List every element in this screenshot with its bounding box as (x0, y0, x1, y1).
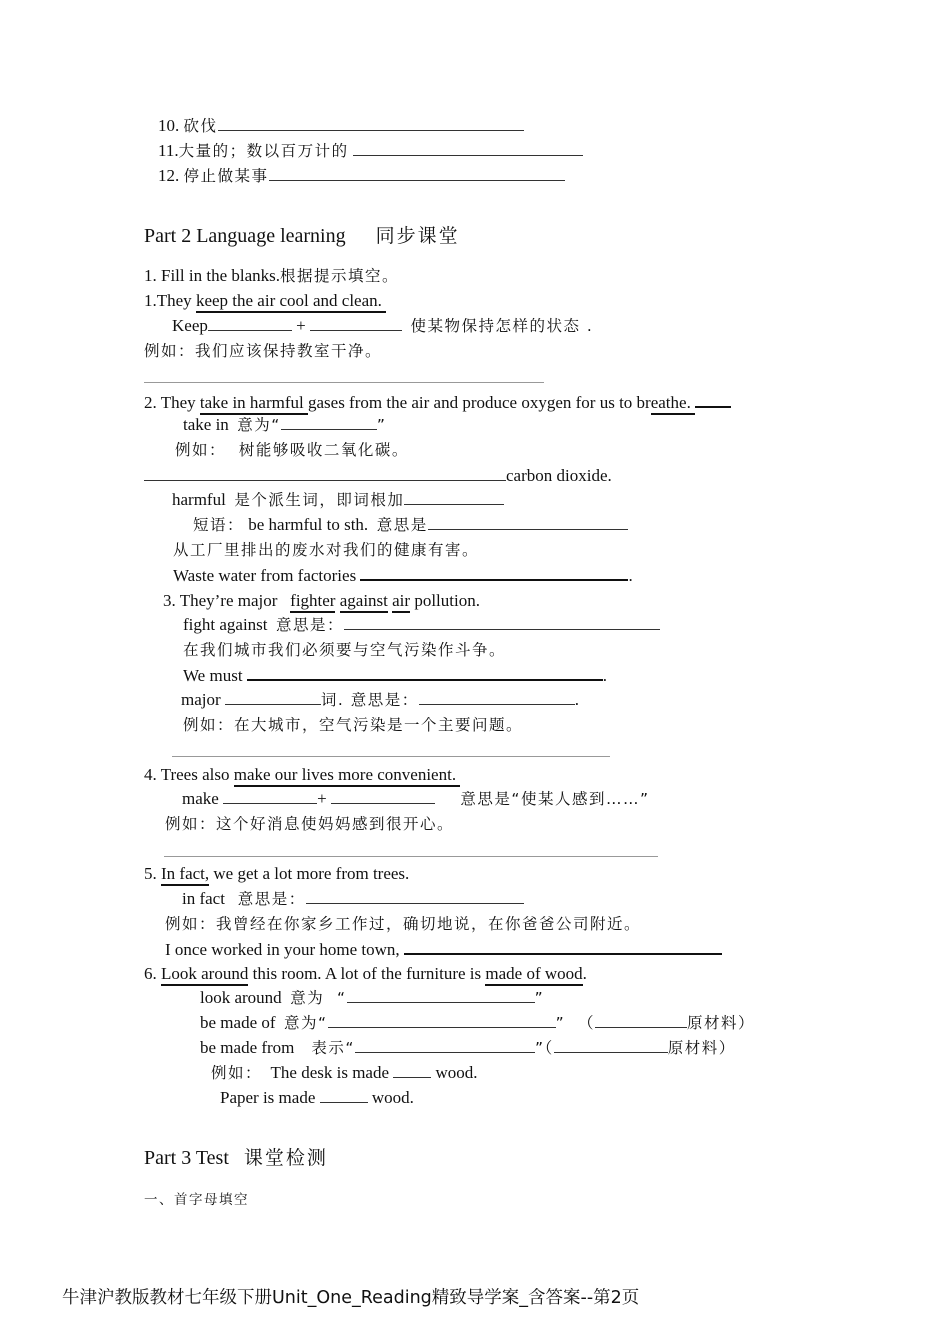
answer-blank[interactable] (428, 515, 628, 530)
q2-sentence: 2. They take in harmful gases from the air and produce oxygen for us to breathe. (144, 392, 731, 413)
answer-blank[interactable] (247, 665, 603, 681)
q3-major: major 词. 意思是： . (181, 690, 580, 709)
q2-sentence-cn: 从工厂里排出的废水对我们的健康有害。 (173, 541, 480, 559)
answer-blank[interactable] (404, 490, 504, 505)
q1-sentence: 1.They keep the air cool and clean. (144, 291, 386, 311)
part3-subheading: 一、首字母填空 (144, 1192, 249, 1208)
q4-example: 例如：这个好消息使妈妈感到很开心。 (165, 815, 455, 833)
q3-example: 例如：在大城市，空气污染是一个主要问题。 (183, 716, 524, 734)
answer-blank[interactable] (347, 988, 535, 1003)
q2-co2-line: carbon dioxide. (144, 466, 612, 486)
q2-takein: take in 意为“ ” (183, 415, 387, 434)
answer-blank[interactable] (269, 166, 565, 181)
q2-harmful: harmful 是个派生词，即词根加 (172, 490, 504, 510)
answer-blank[interactable] (595, 1013, 687, 1028)
q6-paper: Paper is made wood. (220, 1088, 414, 1107)
answer-blank[interactable] (353, 141, 583, 156)
q5-once: I once worked in your home town, (165, 939, 722, 960)
vocab-item-11: 11.大量的；数以百万计的 (158, 141, 583, 161)
q5-sentence: 5. In fact, we get a lot more from trees. (144, 864, 409, 884)
answer-blank[interactable] (225, 690, 321, 705)
answer-blank[interactable] (306, 889, 524, 904)
q4-make: make + 意思是“使某人感到……” (182, 789, 650, 808)
answer-blank[interactable] (355, 1038, 535, 1053)
answer-blank[interactable] (310, 316, 402, 331)
q3-sentence: 3. They’re major fighter against air pollution. (163, 591, 480, 611)
answer-line[interactable] (144, 382, 544, 383)
q4-sentence: 4. Trees also make our lives more convenient. (144, 765, 460, 785)
q1-example: 例如：我们应该保持教室干净。 (144, 342, 383, 360)
q2-phrase: 短语： be harmful to sth. 意思是 (193, 515, 628, 535)
answer-blank[interactable] (344, 615, 660, 630)
answer-blank[interactable] (404, 939, 722, 955)
answer-blank[interactable] (223, 789, 317, 804)
instructions: 1. Fill in the blanks.根据提示填空。 (144, 266, 400, 285)
q2-waste: Waste water from factories . (173, 566, 633, 585)
answer-blank[interactable] (144, 466, 506, 481)
answer-blank[interactable] (393, 1063, 431, 1078)
answer-blank[interactable] (360, 565, 628, 581)
q6-lookaround: look around 意为 “ ” (200, 988, 545, 1007)
answer-blank[interactable] (328, 1013, 556, 1028)
q6-sentence: 6. Look around this room. A lot of the furniture is made of wood. (144, 964, 587, 984)
q3-wemust: We must . (183, 666, 608, 685)
answer-line[interactable] (164, 856, 658, 857)
answer-line[interactable] (172, 756, 610, 757)
vocab-item-10: 10. 砍伐 (158, 116, 524, 136)
answer-blank[interactable] (554, 1038, 668, 1053)
page-footer: 牛津沪教版教材七年级下册Unit_One_Reading精致导学案_含答案--第2页 (62, 1288, 640, 1308)
q5-example: 例如：我曾经在你家乡工作过，确切地说，在你爸爸公司附近。 (165, 915, 642, 933)
answer-blank[interactable] (320, 1088, 368, 1103)
q3-sentence-cn: 在我们城市我们必须要与空气污染作斗争。 (183, 641, 507, 659)
answer-blank[interactable] (331, 789, 435, 804)
vocab-item-12: 12. 停止做某事 (158, 166, 565, 186)
answer-blank[interactable] (419, 690, 575, 705)
q3-fight: fight against 意思是： (183, 615, 660, 635)
answer-blank[interactable] (281, 415, 377, 430)
answer-blank[interactable] (218, 116, 524, 131)
q6-madeof: be made of 意为“ ” （ 原材料） (200, 1013, 755, 1032)
q6-madefrom: be made from 表示“ ”（ 原材料） (200, 1038, 736, 1057)
answer-blank[interactable] (208, 316, 292, 331)
q5-infact: in fact 意思是： (182, 889, 524, 909)
part3-heading: Part 3 Test 课堂检测 (144, 1147, 328, 1169)
part2-heading: Part 2 Language learning 同步课堂 (144, 225, 460, 247)
q1-keep-pattern: Keep + 使某物保持怎样的状态 . (172, 316, 594, 335)
q6-desk: 例如： The desk is made wood. (211, 1063, 478, 1082)
q2-example: 例如： 树能够吸收二氧化碳。 (175, 441, 409, 459)
